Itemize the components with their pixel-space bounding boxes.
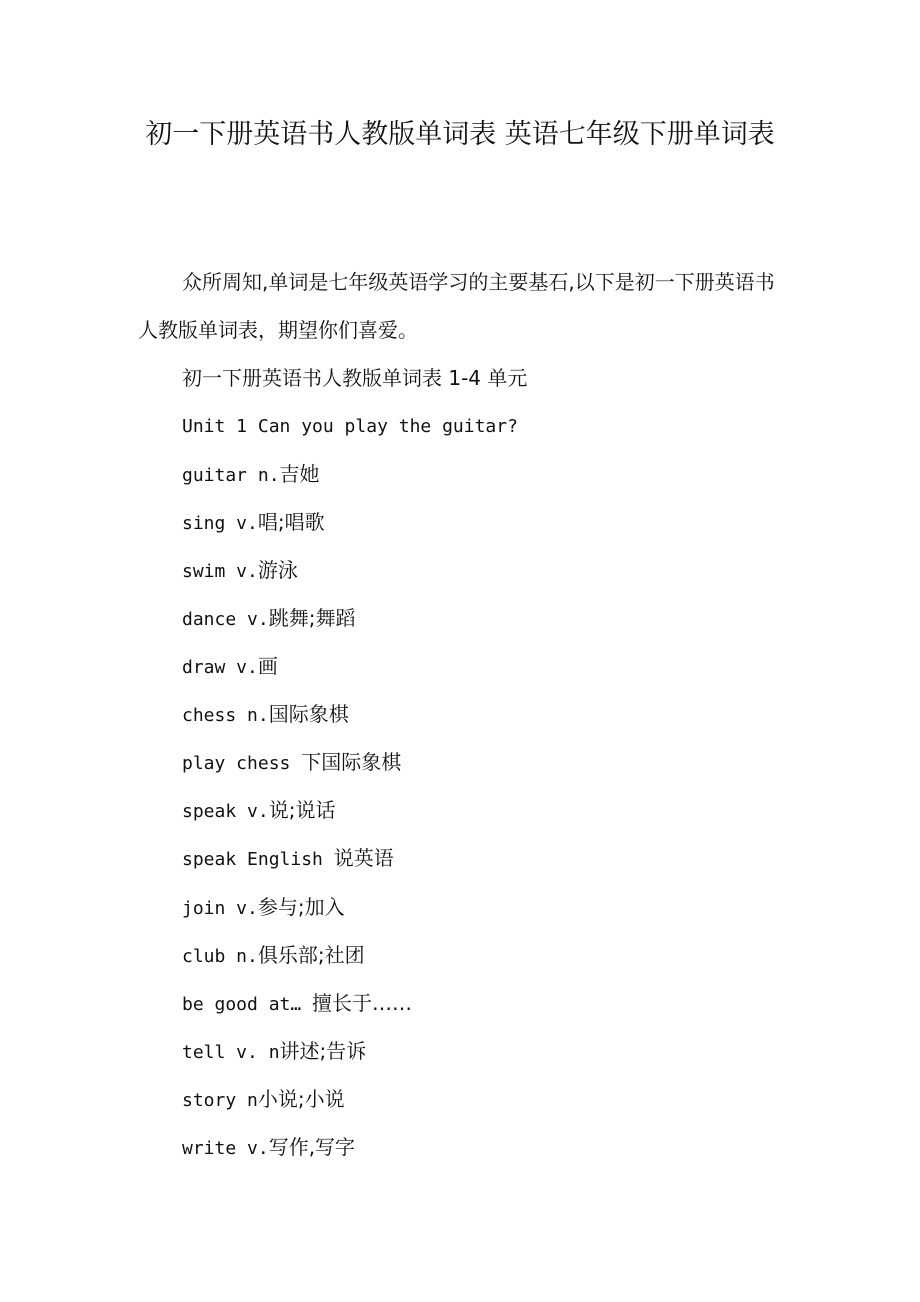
- vocab-english: play chess: [182, 753, 302, 774]
- vocab-chinese: 写作,写字: [268, 1135, 356, 1159]
- vocab-english: write v.: [182, 1138, 269, 1159]
- intro-paragraph: 众所周知,单词是七年级英语学习的主要基石,以下是初一下册英语书人教版单词表，期望你们喜爱。: [138, 270, 775, 342]
- unit-heading: [182, 411, 518, 442]
- vocab-chinese: 讲述;告诉: [279, 1039, 367, 1063]
- vocab-english: guitar n.: [182, 465, 280, 486]
- vocab-english: speak v.: [182, 801, 269, 822]
- vocab-entry: [182, 1084, 345, 1116]
- vocab-chinese: 跳舞;舞蹈: [268, 606, 356, 630]
- vocab-chinese: 擅长于……: [312, 991, 413, 1015]
- vocab-english: be good at…: [182, 994, 313, 1015]
- vocab-english: tell v. n: [182, 1042, 280, 1063]
- vocab-entry: [182, 699, 349, 731]
- document-title: 初一下册英语书人教版单词表 英语七年级下册单词表: [145, 119, 775, 150]
- vocab-chinese: 游泳: [257, 558, 298, 582]
- vocab-english: club n.: [182, 946, 258, 967]
- section-heading-text: 初一下册英语书人教版单词表 1-4 单元: [182, 366, 528, 390]
- vocab-english: swim v.: [182, 561, 258, 582]
- section-heading: [182, 363, 527, 394]
- vocab-chinese: 吉她: [279, 462, 320, 486]
- vocab-entry: [182, 459, 320, 491]
- vocab-entry: [182, 892, 345, 924]
- vocab-chinese: 说英语: [333, 846, 394, 870]
- vocab-chinese: 俱乐部;社团: [257, 943, 365, 967]
- vocab-entry: [182, 1036, 366, 1068]
- vocab-entry: [182, 507, 325, 539]
- vocab-english: dance v.: [182, 609, 269, 630]
- vocab-entry: [182, 651, 278, 683]
- vocab-entry: [182, 747, 401, 779]
- vocab-entry: [182, 843, 394, 875]
- vocab-english: chess n.: [182, 705, 269, 726]
- vocab-chinese: 小说;小说: [257, 1087, 345, 1111]
- vocab-entry: [182, 603, 355, 635]
- vocab-chinese: 下国际象棋: [301, 750, 402, 774]
- vocab-chinese: 国际象棋: [268, 702, 349, 726]
- vocab-chinese: 唱;唱歌: [257, 510, 325, 534]
- vocab-entry: [182, 1132, 355, 1164]
- vocab-english: sing v.: [182, 513, 258, 534]
- vocab-english: story n: [182, 1090, 258, 1111]
- vocab-chinese: 参与;加入: [257, 895, 345, 919]
- vocab-english: draw v.: [182, 657, 258, 678]
- vocab-entry: [182, 555, 298, 587]
- vocab-entry: [182, 795, 335, 827]
- vocab-english: join v.: [182, 898, 258, 919]
- vocab-chinese: 说;说话: [268, 798, 336, 822]
- vocab-entry: [182, 988, 412, 1020]
- vocab-entry: [182, 940, 365, 972]
- vocab-chinese: 画: [257, 654, 278, 678]
- vocab-english: speak English: [182, 849, 334, 870]
- unit-heading-text: Unit 1 Can you play the guitar?: [182, 416, 518, 437]
